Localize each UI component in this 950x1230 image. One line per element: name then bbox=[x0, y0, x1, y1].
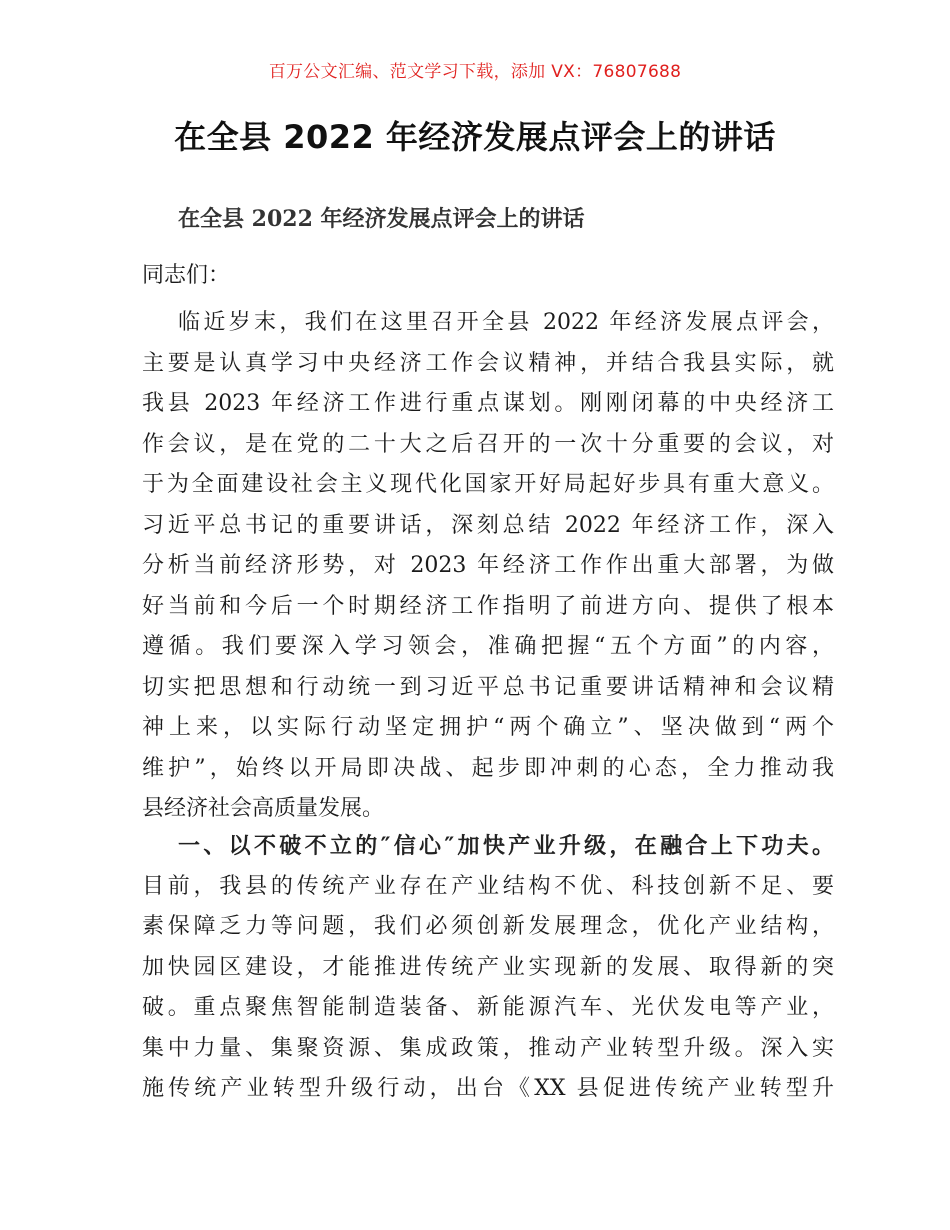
paragraph-line: 主要是认真学习中央经济工作会议精神，并结合我县实际，就 bbox=[142, 350, 834, 376]
paragraph-line: 加快园区建设，才能推进传统产业实现新的发展、取得新的突 bbox=[142, 954, 834, 980]
paragraph-line: 目前，我县的传统产业存在产业结构不优、科技创新不足、要 bbox=[142, 873, 834, 899]
paragraph-line: 县经济社会高质量发展。 bbox=[142, 796, 385, 821]
paragraph-line: 遵循。我们要深入学习领会，准确把握“五个方面”的内容， bbox=[142, 634, 834, 659]
section-heading: 一、以不破不立的″信心″加快产业升级，在融合上下功夫。 bbox=[178, 833, 834, 859]
paragraph-line: 分析当前经济形势，对 2023 年经济工作作出重大部署，为做 bbox=[142, 553, 834, 578]
paragraph-line: 施传统产业转型升级行动，出台《XX 县促进传统产业转型升 bbox=[142, 1076, 834, 1101]
salutation: 同志们： bbox=[142, 263, 231, 288]
paragraph-line: 切实把思想和行动统一到习近平总书记重要讲话精神和会议精 bbox=[142, 674, 834, 700]
paragraph-line: 素保障乏力等问题，我们必须创新发展理念，优化产业结构， bbox=[142, 914, 834, 939]
page-title: 在全县 2022 年经济发展点评会上的讲话 bbox=[174, 118, 776, 156]
paragraph-line: 破。重点聚焦智能制造装备、新能源汽车、光伏发电等产业， bbox=[142, 995, 834, 1020]
paragraph-line: 于为全面建设社会主义现代化国家开好局起好步具有重大意义。 bbox=[142, 472, 834, 497]
section-one bbox=[142, 826, 834, 1110]
paragraph-line: 临近岁末，我们在这里召开全县 2022 年经济发展点评会， bbox=[178, 310, 834, 335]
speech-subtitle: 在全县 2022 年经济发展点评会上的讲话 bbox=[178, 206, 585, 232]
paragraph-intro bbox=[142, 303, 834, 830]
paragraph-line: 维护”，始终以开局即决战、起步即冲刺的心态，全力推动我 bbox=[142, 755, 834, 781]
paragraph-line: 好当前和今后一个时期经济工作指明了前进方向、提供了根本 bbox=[142, 593, 834, 619]
paragraph-line: 神上来，以实际行动坚定拥护“两个确立”、坚决做到“两个 bbox=[142, 715, 834, 740]
paragraph-line: 集中力量、集聚资源、集成政策，推动产业转型升级。深入实 bbox=[142, 1035, 834, 1061]
paragraph-line: 我县 2023 年经济工作进行重点谋划。刚刚闭幕的中央经济工 bbox=[142, 391, 834, 416]
paragraph-line: 作会议，是在党的二十大之后召开的一次十分重要的会议，对 bbox=[142, 431, 834, 457]
paragraph-line: 习近平总书记的重要讲话，深刻总结 2022 年经济工作，深入 bbox=[142, 512, 834, 538]
watermark-text: 百万公文汇编、范文学习下载，添加 VX：76807688 bbox=[268, 62, 682, 82]
